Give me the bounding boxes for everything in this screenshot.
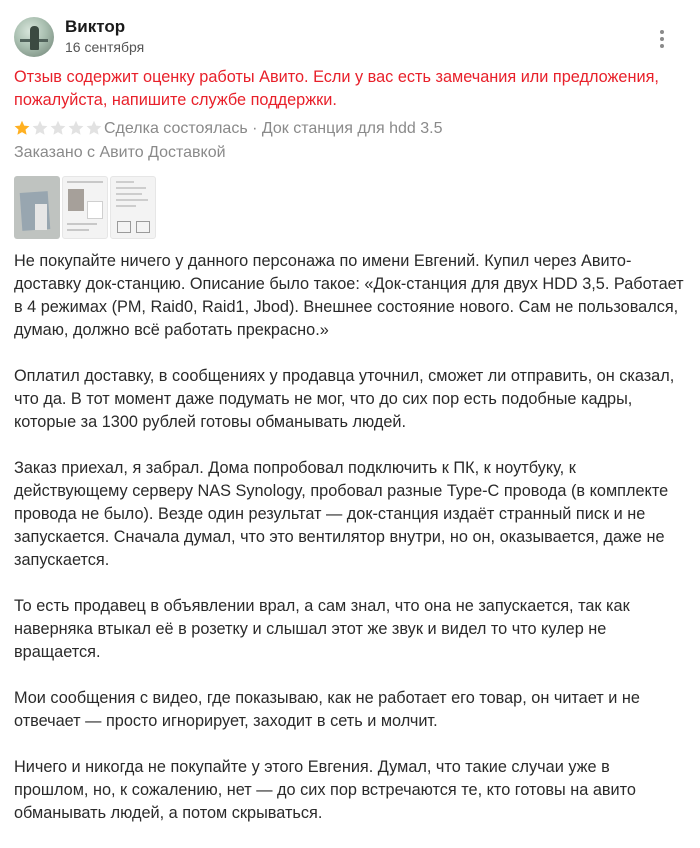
- more-options-icon[interactable]: [652, 28, 672, 50]
- review-paragraph: Мои сообщения с видео, где показываю, как не работает его товар, он читает и не отвечает — просто игнорирует, заходит в сеть и молчит.: [14, 689, 640, 730]
- photo-thumbnail[interactable]: [62, 176, 108, 239]
- review-date: 16 сентября: [65, 39, 145, 55]
- photo-thumbnail[interactable]: [14, 176, 60, 239]
- star-icon: [86, 120, 102, 136]
- review-paragraph: То есть продавец в объявлении врал, а сам знал, что она не запускается, так как наверняка втыкал её в розетку и слышал этот же звук и видел то что кулер не вращается.: [14, 597, 630, 661]
- delivery-info: Заказано с Авито Доставкой: [14, 144, 226, 161]
- rating-stars: [14, 120, 102, 138]
- deal-info: Сделка состоялась · Док станция для hdd 3.5: [104, 120, 443, 137]
- review-text: [14, 250, 688, 848]
- avatar[interactable]: [14, 17, 54, 57]
- review-paragraph: Оплатил доставку, в сообщениях у продавца уточнил, сможет ли отправить, он сказал, что да. В тот момент даже подумать не мог, что до сих пор есть подобные кадры, которые за 1300 рублей готовы обманывать людей.: [14, 367, 675, 431]
- review-paragraph: Заказ приехал, я забрал. Дома попробовал подключить к ПК, к ноутбуку, к действующему серверу NAS Synology, пробовал разные Type-C провода (в комплекте провода не было). Везде один результат — док-станция издаёт странный писк и не запускается. Сначала думал, что это вентилятор внутри, но он, оказывается, даже не запускается.: [14, 459, 669, 569]
- review-paragraph: Не покупайте ничего у данного персонажа по имени Евгений. Купил через Авито-доставку док-станцию. Описание было такое: «Док-станция для двух HDD 3,5. Работает в 4 режимах (PM, Raid0, Raid1, Jbod). Внешнее состояние нового. Сам не пользовался, думаю, должно всё работать прекрасно.»: [14, 252, 684, 339]
- star-icon: [50, 120, 66, 136]
- review-paragraph: Ничего и никогда не покупайте у этого Евгения. Думал, что такие случаи уже в прошлом, но, к сожалению, нет — до сих пор встречаются те, кто готовы на авито обманывать людей, а потом скрываться.: [14, 758, 636, 822]
- star-icon: [68, 120, 84, 136]
- star-icon: [32, 120, 48, 136]
- review-photos: [14, 176, 156, 239]
- author-name[interactable]: Виктор: [65, 17, 126, 36]
- photo-thumbnail[interactable]: [110, 176, 156, 239]
- avito-rating-notice: Отзыв содержит оценку работы Авито. Если у вас есть замечания или предложения, пожалуйста, напишите службе поддержки.: [14, 68, 659, 109]
- star-icon: [14, 120, 30, 136]
